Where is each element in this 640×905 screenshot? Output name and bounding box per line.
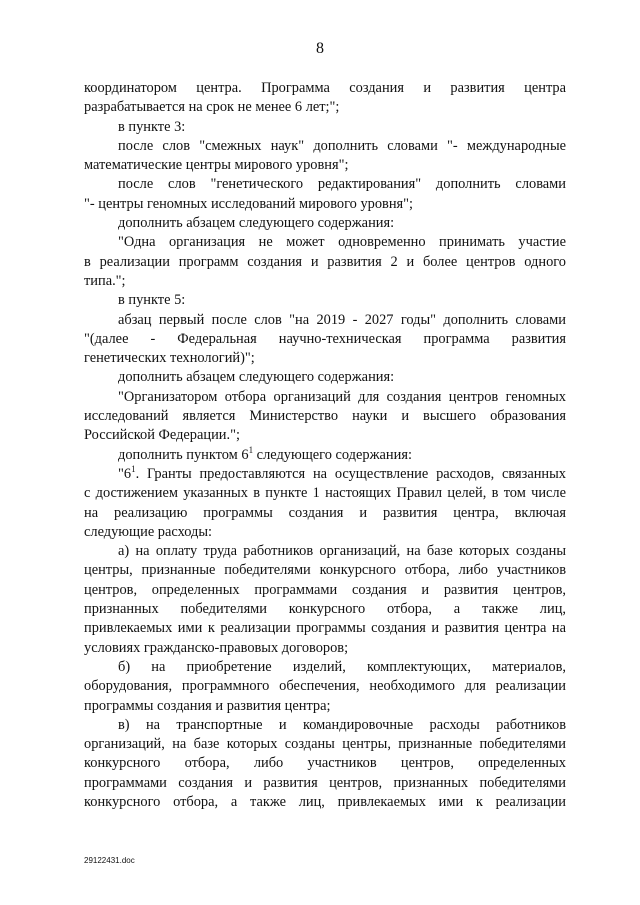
text-line: в реализации программ создания и развития 2 и более центров одного: [84, 253, 566, 270]
text-line: после слов "генетического редактирования" дополнить словами: [118, 176, 566, 193]
text-line: центров, определенных программами создания и развития центров,: [84, 581, 566, 598]
text-line: абзац первый после слов "на 2019 - 2027 годы" дополнить словами: [118, 311, 566, 328]
document-body: [84, 79, 566, 812]
text-line: а) на оплату труда работников организаций, на базе которых созданы: [118, 543, 566, 560]
text-line: "$6^1$. Гранты предоставляются на осуществление расходов, связанных: [118, 464, 566, 482]
text-line: типа.";: [84, 272, 126, 289]
text-line: признанных победителями конкурсного отбора, а также лиц,: [84, 601, 566, 618]
text-line: в) на транспортные и командировочные расходы работников: [118, 716, 566, 733]
text-line: конкурсного отбора, либо участников центров, определенных: [84, 755, 566, 772]
text-line: Российской Федерации.";: [84, 427, 240, 444]
text-line: дополнить абзацем следующего содержания:: [118, 369, 395, 386]
text-line: условиях гражданско-правовых договоров;: [84, 639, 349, 656]
text-line: программами создания и развития центров, признанных победителями: [84, 774, 566, 791]
text-line: в пункте 5:: [118, 292, 186, 309]
text-line: "Одна организация не может одновременно принимать участие: [118, 234, 566, 251]
text-line: в пункте 3:: [118, 118, 186, 135]
text-line: конкурсного отбора, а также лиц, привлекаемых ими к реализации: [84, 793, 566, 810]
text-line: следующие расходы:: [84, 523, 212, 540]
text-line: б) на приобретение изделий, комплектующих, материалов,: [118, 658, 566, 675]
text-line: центры, признанные победителями конкурсного отбора, либо участников: [84, 562, 566, 579]
text-line: "(далее - Федеральная научно-техническая программа развития: [84, 330, 566, 347]
text-line: "Организатором отбора организаций для создания центров геномных: [118, 388, 566, 405]
text-line: генетических технологий)";: [84, 350, 255, 367]
text-line: привлекаемых ими к реализации программы создания и развития центра на: [84, 620, 566, 637]
text-line: координатором центра. Программа создания и развития центра: [84, 80, 566, 96]
text-line: дополнить абзацем следующего содержания:: [118, 215, 395, 232]
text-line: дополнить пунктом $6^1$ следующего содержания:: [118, 444, 412, 463]
document-footer-filename: 29122431.doc: [84, 856, 135, 865]
text-line: после слов "смежных наук" дополнить словами "- международные: [118, 137, 566, 154]
text-line: оборудования, программного обеспечения, необходимого для реализации: [84, 678, 566, 695]
text-line: программы создания и развития центра;: [84, 697, 331, 714]
text-line: исследований является Министерство науки и высшего образования: [84, 408, 566, 425]
text-line: "- центры геномных исследований мирового уровня";: [84, 195, 414, 212]
text-line: математические центры мирового уровня";: [84, 157, 349, 174]
page-number: 8: [316, 40, 324, 57]
text-line: разрабатывается на срок не менее 6 лет;";: [84, 99, 340, 116]
text-line: на реализацию программы создания и развития центра, включая: [84, 504, 566, 521]
text-line: организаций, на базе которых созданы центры, признанные победителями: [84, 736, 566, 753]
text-line: с достижением указанных в пункте 1 настоящих Правил целей, в том числе: [84, 485, 566, 502]
